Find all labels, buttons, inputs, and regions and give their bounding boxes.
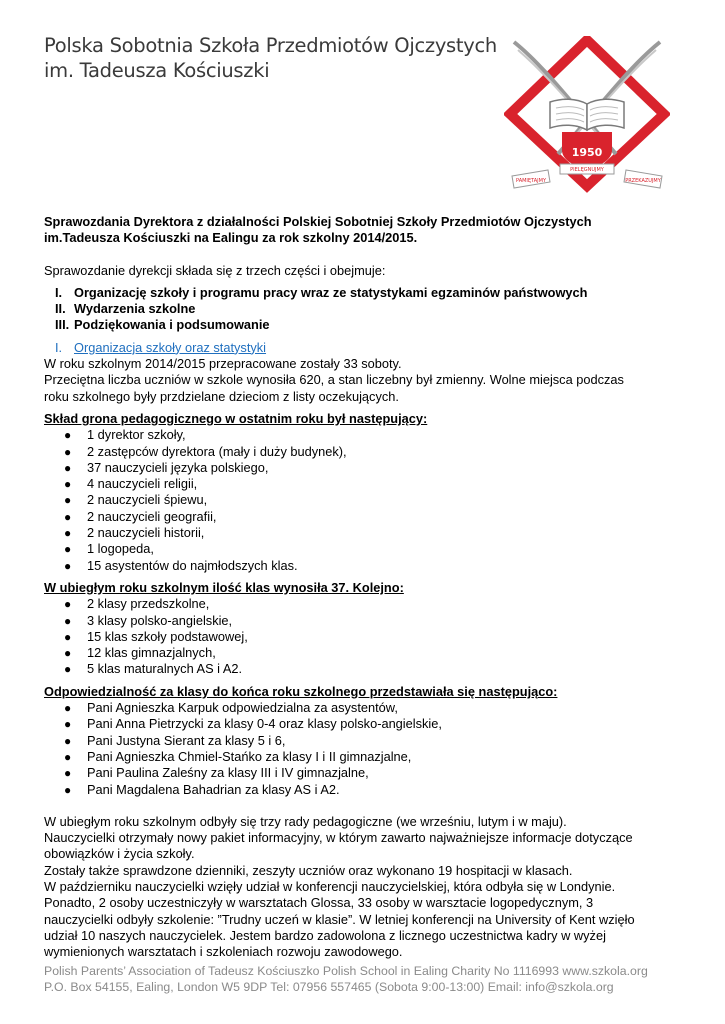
list-item: ● 2 zastępców dyrektora (mały i duży budynek), [64, 443, 347, 459]
school-logo [504, 36, 670, 196]
closing-paragraph: W ubiegłym roku szkolnym odbyły się trzy rady pedagogiczne (we wrześniu, lutym i w maju). Nauczycielki otrzymały nowy pakiet informacyjny, w którym zawarto najważniejsze informacje dotyczące obowiązków i życia szkoły. Zostały także sprawdzone dzienniki, zeszyty uczniów oraz wykonano 19 hospitacji w klasach. W październiku nauczycielki wzięły udział w konferencji nauczycielskiej, która odbyła się w Londynie. Ponadto, 2 osoby uczestniczyły w warsztatach Glossa, 33 osoby w warsztacie logopedycznym, 3 nauczycielki odbyły szkolenie: ”Trudny uczeń w klasie”. W letniej konferencji na University of Kent wzięło udział 10 naszych nauczycielek. Jestem bardzo zadowolona z licznego uczestnictwa kadry w wyżej wymienionych warsztatach i szkoleniach rozwoju zawodowego. [44, 813, 635, 960]
school-name-line2: im. Tadeusza Kościuszki [44, 59, 270, 82]
logo-ribbon-left: PAMIĘTAJMY [516, 178, 546, 184]
section1-heading[interactable]: I. Organizacja szkoły oraz statystyki [55, 339, 267, 355]
footer-line2: P.O. Box 54155, Ealing, London W5 9DP Tel: 07956 557465 (Sobota 9:00-13:00) Email: info@szkola.org [44, 979, 614, 994]
page-footer [44, 964, 648, 995]
staff-list [44, 427, 684, 574]
logo-ribbon-center: PIELĘGNUJMY [570, 167, 604, 173]
report-title-line2: im.Tadeusza Kościuszki na Ealingu za rok szkolny 2014/2015. [44, 230, 418, 246]
list-item: ● 37 nauczycieli języka polskiego, [64, 459, 269, 475]
report-parts-list [44, 285, 684, 334]
logo-year: 1950 [571, 146, 603, 159]
list-item: ● 3 klasy polsko-angielskie, [64, 612, 233, 628]
list-item: ● 4 nauczycieli religii, [64, 476, 198, 492]
list-item: ● Pani Justyna Sierant za klasy 5 i 6, [64, 732, 286, 748]
part-item: III. Podziękowania i podsumowanie [55, 317, 270, 333]
classes-heading: W ubiegłym roku szkolnym ilość klas wynosiła 37. Kolejno: [44, 579, 404, 595]
list-item: ● Pani Anna Pietrzycki za klasy 0-4 oraz klasy polsko-angielskie, [64, 716, 442, 732]
section1-line3: roku szkolnego były przdzielane dzieciom z listy oczekujących. [44, 388, 399, 404]
list-item: ● Pani Agnieszka Karpuk odpowiedzialna za asystentów, [64, 700, 398, 716]
intro-text: Sprawozdanie dyrekcji składa się z trzech części i obejmuje: [44, 262, 386, 278]
list-item: ● 1 dyrektor szkoły, [64, 427, 186, 443]
logo-book-icon [550, 99, 624, 130]
report-title-line1: Sprawozdania Dyrektora z działalności Polskiej Sobotniej Szkoły Przedmiotów Ojczystych [44, 214, 592, 229]
list-item: ● 15 asystentów do najmłodszych klas. [64, 557, 298, 573]
school-name-line1: Polska Sobotnia Szkoła Przedmiotów Ojczystych [44, 34, 497, 57]
list-item: ● 5 klas maturalnych AS i A2. [64, 661, 243, 677]
responsibility-list [44, 700, 684, 798]
list-item: ● 2 nauczycieli śpiewu, [64, 492, 208, 508]
list-item: ● Pani Paulina Zaleśny za klasy III i IV gimnazjalne, [64, 765, 369, 781]
staff-heading: Skład grona pedagogicznego w ostatnim roku był następujący: [44, 410, 428, 426]
list-item: ● 12 klas gimnazjalnych, [64, 645, 216, 661]
footer-line1: Polish Parents’ Association of Tadeusz Kościuszko Polish School in Ealing Charity No 1116993 www.szkola.org [44, 964, 648, 978]
part-item: I. Organizację szkoły i programu pracy wraz ze statystykami egzaminów państwowych [55, 284, 588, 300]
classes-list [44, 596, 684, 677]
list-item: ● Pani Agnieszka Chmiel-Stańko za klasy I i II gimnazjalne, [64, 748, 412, 764]
responsibility-heading: Odpowiedzialność za klasy do końca roku szkolnego przedstawiała się następująco: [44, 683, 558, 699]
list-item: ● 2 klasy przedszkolne, [64, 596, 210, 612]
list-item: ● Pani Magdalena Bahadrian za klasy AS i A2. [64, 781, 340, 797]
report-body [44, 214, 684, 960]
list-item: ● 15 klas szkoły podstawowej, [64, 628, 248, 644]
school-name [44, 33, 497, 83]
list-item: ● 2 nauczycieli geografii, [64, 508, 217, 524]
part-item: II. Wydarzenia szkolne [55, 301, 196, 317]
list-item: ● 1 logopeda, [64, 541, 154, 557]
list-item: ● 2 nauczycieli historii, [64, 525, 205, 541]
section1-heading-link[interactable]: Organizacja szkoły oraz statystyki [74, 339, 267, 355]
section1-line1: W roku szkolnym 2014/2015 przepracowane zostały 33 soboty. [44, 356, 402, 372]
section1-line2: Przeciętna liczba uczniów w szkole wynosiła 620, a stan liczebny był zmienny. Wolne miejsca podczas [44, 372, 624, 388]
logo-ribbon-right: PRZEKAZUJMY [625, 178, 661, 184]
